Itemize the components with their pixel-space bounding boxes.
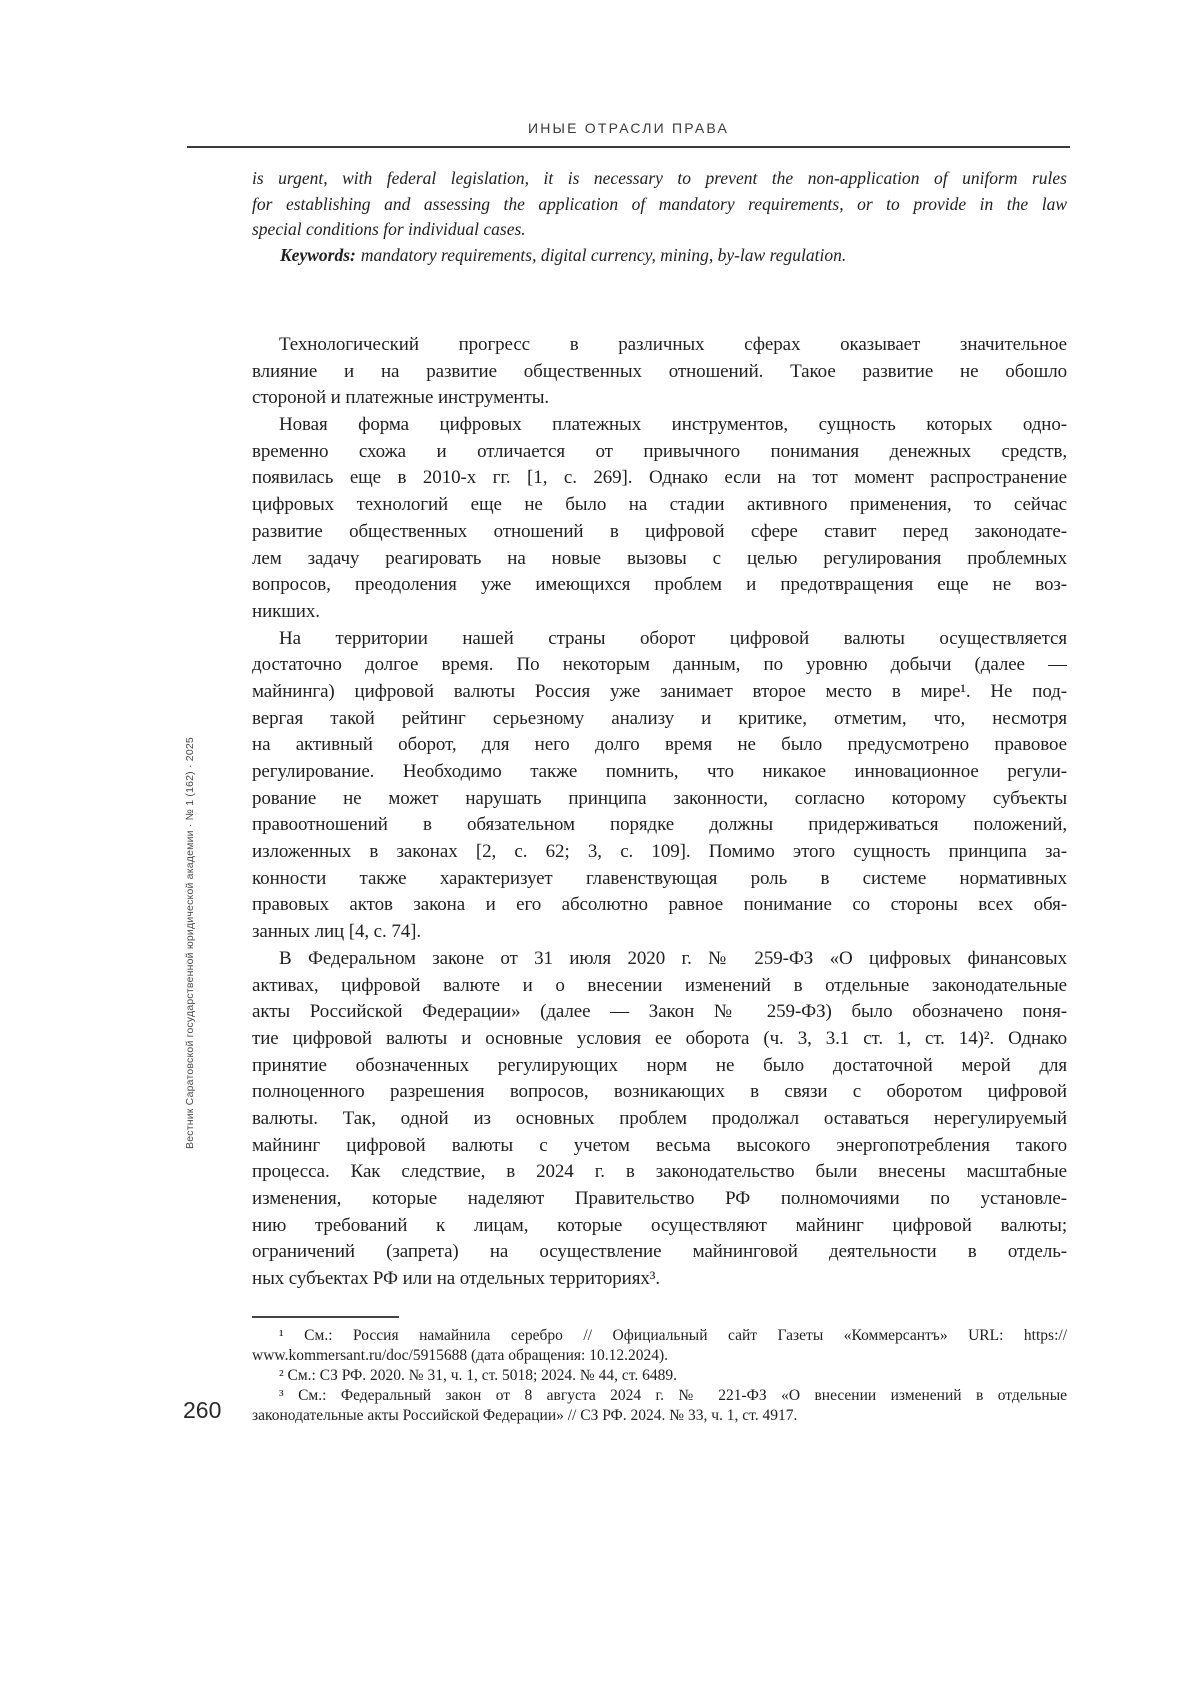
body-line: правоотношений в обязательном порядке должны придерживаться положений, [252,814,1067,836]
footnote-line: www.kommersant.ru/doc/5915688 (дата обращения: 10.12.2024). [252,1347,668,1364]
body-line: нию требований к лицам, которые осуществляют майнинг цифровой валюты; [252,1214,1067,1236]
body-line: вергая такой рейтинг серьезному анализу и критике, отметим, что, несмотря [252,707,1067,729]
body-line: временно схожа и отличается от привычного понимания денежных средств, [252,440,1067,462]
body-line: майнинга) цифровой валюты Россия уже занимает второе место в мире¹. Не под- [252,680,1067,702]
abstract-block [252,166,1067,269]
footnotes-block [252,1326,1067,1426]
keywords-line [252,243,1067,269]
abstract-line: is urgent, with federal legislation, it is necessary to prevent the non-application of uniform rules [252,168,1067,188]
header-rule [187,146,1070,148]
body-line: цифровых технологий еще не было на стадии активного применения, то сейчас [252,494,1067,516]
footnote-line: ¹ См.: Россия намайнила серебро // Официальный сайт Газеты «Коммерсантъ» URL: https:// [279,1327,1067,1344]
body-line: рование не может нарушать принципа законности, согласно которому субъекты [252,787,1067,809]
body-line: ограничений (запрета) на осуществление майнинговой деятельности в отдель- [252,1241,1067,1263]
body-line: появилась еще в 2010-х гг. [1, с. 269]. Однако если на тот момент распространение [252,467,1067,489]
body-line: конности также характеризует главенствующая роль в системе нормативных [252,867,1067,889]
page-number: 260 [183,1397,222,1423]
keywords-label: Keywords: [280,245,356,266]
body-line: занных лиц [4, с. 74]. [252,921,421,943]
body-line: регулирование. Необходимо также помнить, что никакое инновационное регули- [252,761,1067,782]
body-line: В Федеральном законе от 31 июля 2020 г. № 259-ФЗ «О цифровых финансовых [279,947,1067,969]
body-line: никших. [252,600,320,622]
body-line: Новая форма цифровых платежных инструментов, сущность которых одно- [279,414,1067,436]
body-line: принятие обозначенных регулирующих норм не было достаточной мерой для [252,1054,1067,1076]
journal-sidebar-title: Вестник Саратовской государственной юридической академии · № 1 (162) · 2025 [184,737,196,1149]
body-line: лем задачу реагировать на новые вызовы с целью регулирования проблемных [252,547,1067,569]
body-line: полноценного разрешения вопросов, возникающих в связи с оборотом цифровой [252,1081,1067,1103]
keywords-text: mandatory requirements, digital currency, mining, by-law regulation. [360,245,847,266]
body-line: Технологический прогресс в различных сферах оказывает значительное [279,334,1067,355]
footnote-separator [252,1316,399,1318]
body-line: тие цифровой валюты и основные условия ее оборота (ч. 3, 3.1 ст. 1, ст. 14)². Однако [252,1027,1067,1049]
body-line: изложенных в законах [2, с. 62; 3, с. 109]. Помимо этого сущность принципа за- [252,841,1067,863]
abstract-line: special conditions for individual cases. [252,219,526,240]
body-line: вопросов, преодоления уже имеющихся проблем и предотвращения еще не воз- [252,574,1067,596]
footnote-line: ³ См.: Федеральный закон от 8 августа 2024 г. № 221-ФЗ «О внесении изменений в отдельные [279,1387,1067,1404]
body-line: на активный оборот, для него долго время не было предусмотрено правовое [252,734,1067,756]
body-line: активах, цифровой валюте и о внесении изменений в отдельные законодательные [252,974,1067,996]
body-line: изменения, которые наделяют Правительство РФ полномочиями по установле- [252,1188,1067,1209]
body-line: правовых актов закона и его абсолютно равное понимание со стороны всех обя- [252,894,1067,916]
body-line: На территории нашей страны оборот цифровой валюты осуществляется [279,627,1067,649]
body-line: валюты. Так, одной из основных проблем продолжал оставаться нерегулируемый [252,1107,1067,1129]
abstract-line: for establishing and assessing the application of mandatory requirements, or to provide in the law [252,193,1067,214]
footnote-line: ² См.: СЗ РФ. 2020. № 31, ч. 1, ст. 5018; 2024. № 44, ст. 6489. [279,1367,677,1384]
body-line: стороной и платежные инструменты. [252,387,550,409]
body-line: ных субъектах РФ или на отдельных территориях³. [252,1268,661,1290]
body-line: достаточно долгое время. По некоторым данным, по уровню добычи (далее — [252,654,1067,676]
footnote-line: законодательные акты Российской Федерации» // СЗ РФ. 2024. № 33, ч. 1, ст. 4917. [252,1407,798,1424]
body-line: развитие общественных отношений в цифровой сфере ставит перед законодате- [252,520,1067,542]
body-line: процесса. Как следствие, в 2024 г. в законодательство были внесены масштабные [252,1161,1067,1183]
article-body [252,332,1067,1293]
body-line: акты Российской Федерации» (далее — Закон № 259-ФЗ) было обозначено поня- [252,1001,1067,1023]
section-header: ИНЫЕ ОТРАСЛИ ПРАВА [527,120,730,136]
body-line: влияние и на развитие общественных отношений. Такое развитие не обошло [252,360,1067,382]
body-line: майнинг цифровой валюты с учетом весьма высокого энергопотребления такого [252,1134,1067,1156]
